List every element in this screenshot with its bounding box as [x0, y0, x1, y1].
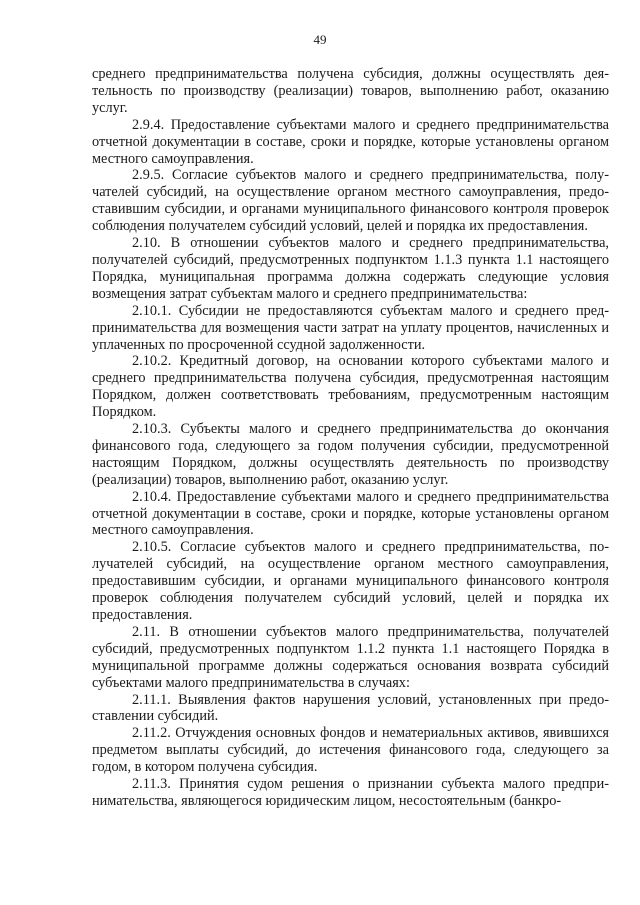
paragraph-2-9-5: 2.9.5. Согласие субъектов малого и среднего предпринимательства, получателей субсидий, на осуществление органом местного самоуправления, предоставившим субсидии, и органами муниципального финансового контроля проверок соблюдения получателем субсидий условий, целей и порядка их предоставления. [92, 167, 609, 235]
paragraph-2-10-1: 2.10.1. Субсидии не предоставляются субъектам малого и среднего предпринимательства для возмещения части затрат на уплату процентов, начисленных и уплаченных по просроченной ссудной задолженности. [92, 302, 609, 353]
paragraph-continuation: среднего предпринимательства получена субсидия, должны осуществлять деятельность по производству (реализации) товаров, выполнению работ, оказанию услуг. [92, 66, 609, 116]
paragraph-2-11: 2.11. В отношении субъектов малого предпринимательства, получателей субсидий, предусмотренных подпунктом 1.1.2 пункта 1.1 настоящего Порядка в муниципальной программе должны содержаться основания возврата субсидий субъектами малого предпринимательства в случаях: [92, 623, 609, 691]
paragraph-2-11-3: 2.11.3. Принятия судом решения о признании субъекта малого предпринимательства, являющегося юридическим лицом, несостоятельным (банкро- [92, 776, 609, 809]
paragraph-2-10-4: 2.10.4. Предоставление субъектами малого и среднего предпринимательства отчетной документации в составе, сроки и порядке, которые установлены органом местного самоуправления. [92, 488, 609, 539]
paragraph-2-9-4: 2.9.4. Предоставление субъектами малого и среднего предпринимательства отчетной документации в составе, сроки и порядке, которые установлены органом местного самоуправления. [92, 116, 609, 167]
document-body [92, 66, 609, 810]
paragraph-2-10-5: 2.10.5. Согласие субъектов малого и среднего предпринимательства, получателей субсидий, на осуществление органом местного самоуправления, предоставившим субсидии, и органами муниципального финансового контроля проверок соблюдения получателем субсидий условий, целей и порядка их предоставления. [92, 539, 609, 623]
page-number: 49 [313, 32, 327, 47]
paragraph-2-11-1: 2.11.1. Выявления фактов нарушения условий, установленных при предоставлении субсидий. [92, 691, 609, 725]
paragraph-2-10: 2.10. В отношении субъектов малого и среднего предпринимательства, получателей субсидий, предусмотренных подпунктом 1.1.3 пункта 1.1 настоящего Порядка, муниципальная программа должна содержать следующие условия возмещения затрат субъектам малого и среднего предпринимательства: [92, 235, 609, 302]
paragraph-2-11-2: 2.11.2. Отчуждения основных фондов и нематериальных активов, явившихся предметом выплаты субсидий, до истечения финансового года, следующего за годом, в котором получена субсидия. [92, 725, 609, 776]
paragraph-2-10-3: 2.10.3. Субъекты малого и среднего предпринимательства до окончания финансового года, следующего за годом получения субсидии, предусмотренной настоящим Порядком, должны осуществлять деятельность по производству (реализации) товаров, выполнению работ, оказанию услуг. [92, 421, 609, 488]
paragraph-2-10-2: 2.10.2. Кредитный договор, на основании которого субъектами малого и среднего предпринимательства получена субсидия, предусмотренная настоящим Порядком, должен соответствовать требованиям, предусмотренным настоящим Порядком. [92, 353, 609, 421]
